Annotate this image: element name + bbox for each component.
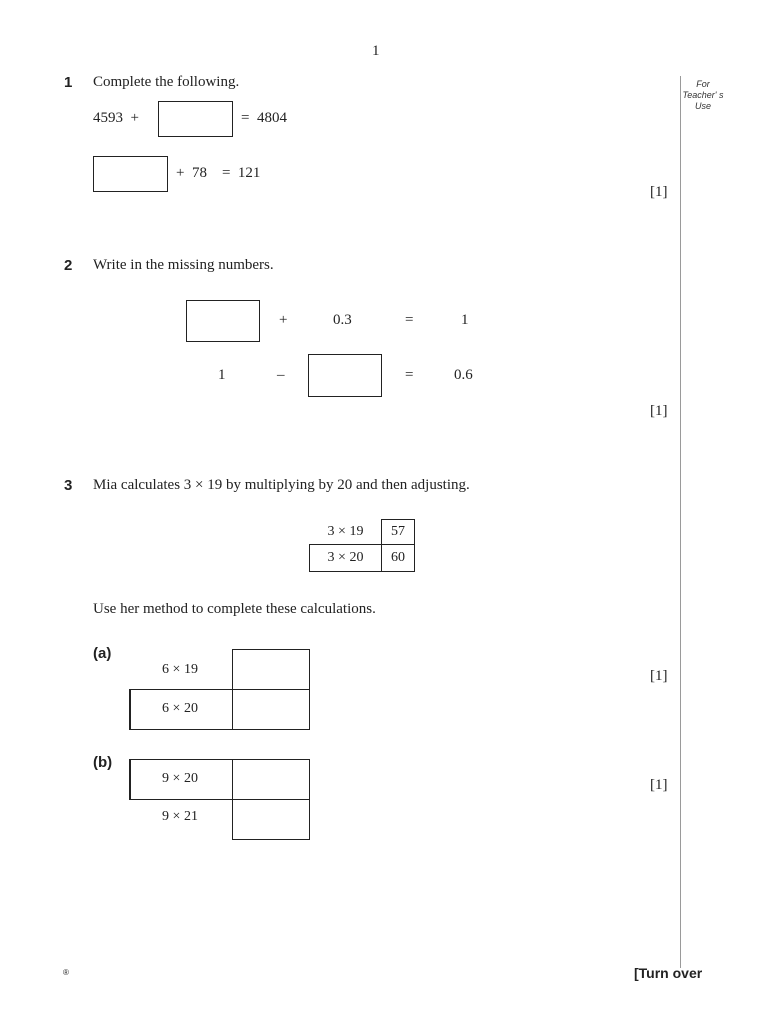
- part-a-row1-expr: 6 × 19: [162, 662, 198, 677]
- q1-mark: [1]: [650, 184, 668, 200]
- part-b-answer-box-1[interactable]: [232, 759, 310, 800]
- part-a-answer-box-1[interactable]: [232, 649, 310, 690]
- copyright-mark: ®: [63, 968, 69, 977]
- q2-mark: [1]: [650, 403, 668, 419]
- part-b-mark: [1]: [650, 777, 668, 793]
- question-2-number: 2: [64, 257, 73, 274]
- part-a-label: (a): [93, 645, 112, 662]
- q2-row2-equals: =: [405, 367, 414, 383]
- teacher-use-label: For Teacher' s Use: [682, 79, 724, 111]
- part-b-row1-expr: 9 × 20: [162, 771, 198, 786]
- example-row1-expr: 3 × 19: [310, 519, 382, 545]
- question-3-prompt: Mia calculates 3 × 19 by multiplying by 20 and then adjusting.: [93, 477, 470, 493]
- question-1-prompt: Complete the following.: [93, 74, 240, 90]
- q2-row1-value: 0.3: [333, 312, 352, 328]
- question-2-prompt: Write in the missing numbers.: [93, 257, 274, 273]
- q1-line1-right: = 4804: [241, 110, 287, 126]
- part-a-row2-expr: 6 × 20: [162, 701, 198, 716]
- q2-row1-result: 1: [461, 312, 469, 328]
- question-3-instruction: Use her method to complete these calculations.: [93, 601, 376, 617]
- example-row2-expr: 3 × 20: [309, 544, 382, 572]
- q2-answer-box-1[interactable]: [186, 300, 260, 342]
- question-1-number: 1: [64, 74, 73, 91]
- q1-answer-box-1[interactable]: [158, 101, 233, 137]
- q2-answer-box-2[interactable]: [308, 354, 382, 397]
- q2-row2-value: 1: [218, 367, 226, 383]
- q2-row1-equals: =: [405, 312, 414, 328]
- turn-over-label: [Turn over: [634, 965, 703, 981]
- q2-row2-minus: –: [277, 367, 285, 383]
- example-row1-value: 57: [381, 519, 415, 545]
- example-row2-value: 60: [381, 544, 415, 572]
- page-number: 1: [372, 43, 380, 59]
- teacher-margin-line: [680, 76, 681, 968]
- q1-line2-right: + 78 = 121: [176, 165, 261, 181]
- q2-row1-plus: +: [279, 312, 288, 328]
- part-b-answer-box-2[interactable]: [232, 799, 310, 840]
- part-a-answer-box-2[interactable]: [232, 689, 310, 730]
- part-b-row2-expr: 9 × 21: [162, 809, 198, 824]
- question-3-number: 3: [64, 477, 73, 494]
- q2-row2-result: 0.6: [454, 367, 473, 383]
- part-a-mark: [1]: [650, 668, 668, 684]
- q1-line1-left: 4593 +: [93, 110, 139, 126]
- q1-answer-box-2[interactable]: [93, 156, 168, 192]
- part-b-label: (b): [93, 754, 113, 771]
